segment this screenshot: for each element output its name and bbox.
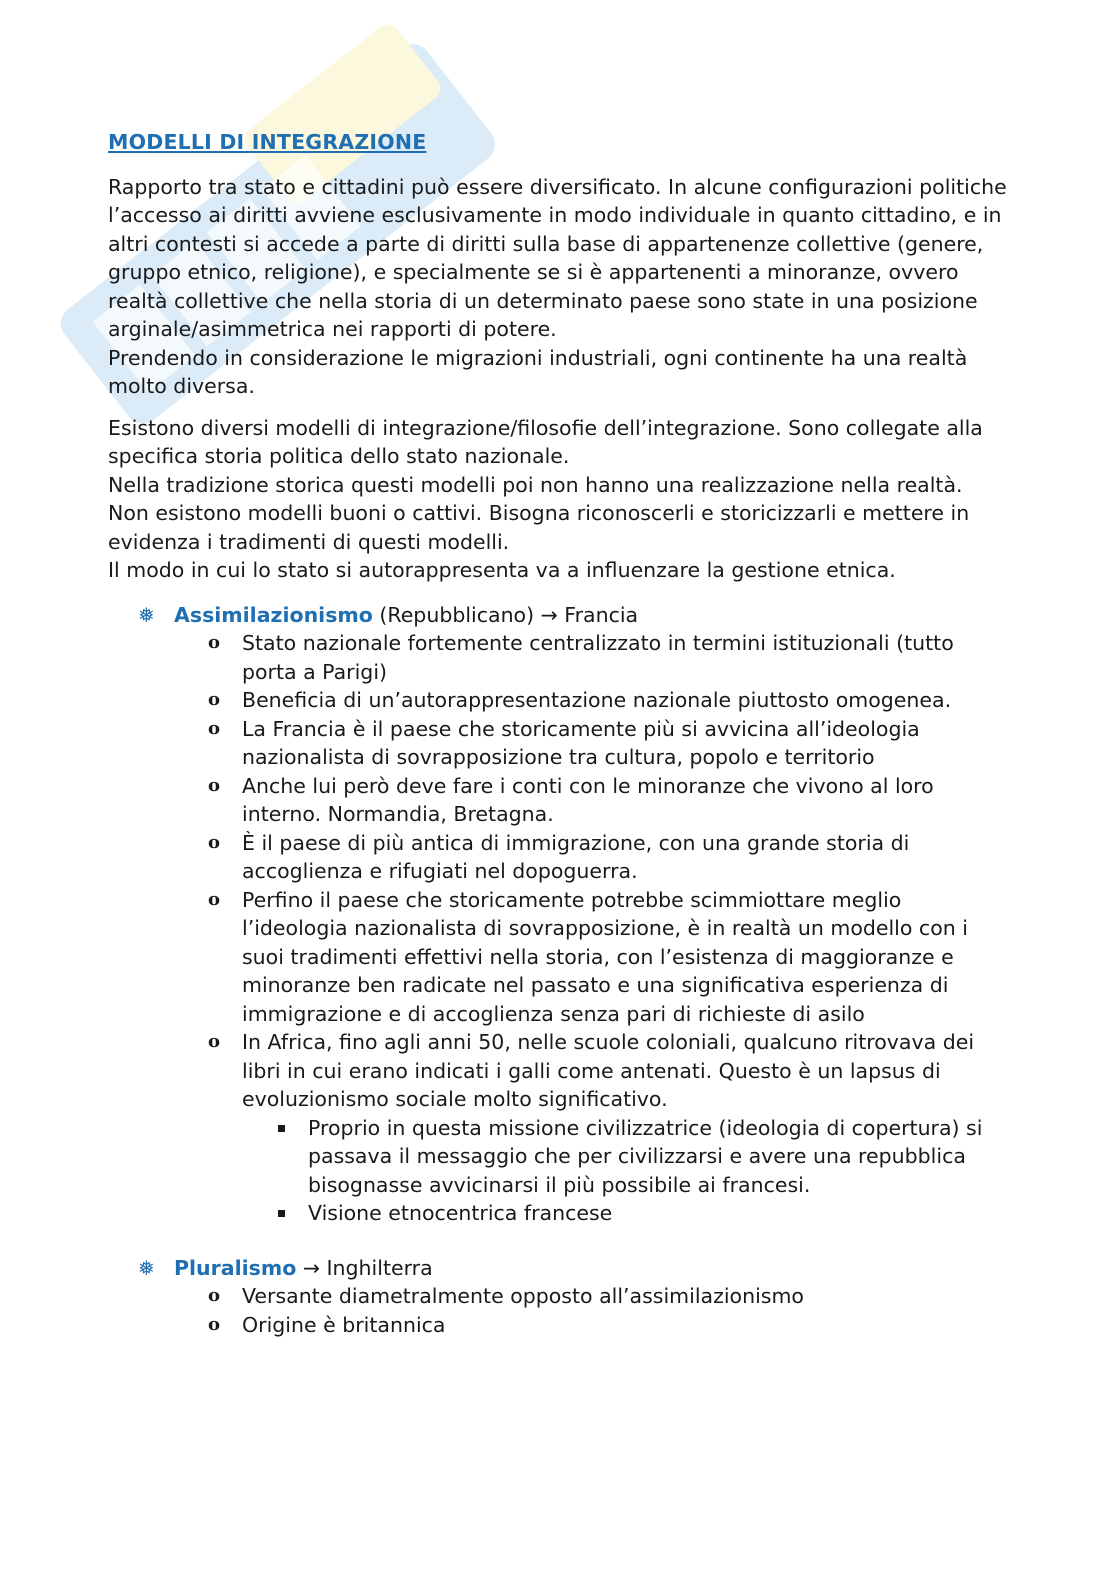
section-title: Assimilazionismo (174, 602, 373, 627)
section-assimilazionismo (108, 601, 1008, 1228)
section-heading (108, 1254, 1008, 1283)
section-pluralismo (108, 1254, 1008, 1340)
o-bullet-icon: o (208, 831, 221, 853)
o-bullet-icon: o (208, 1031, 221, 1052)
sub-list-item (308, 1114, 1008, 1200)
paragraph: Prendendo in considerazione le migrazioni industriali, ogni continente ha una realtà molto diversa. (108, 345, 968, 398)
list-item (208, 629, 1008, 686)
list-item-text: Perfino il paese che storicamente potrebbe scimmiottare meglio l’ideologia nazionalista di sovrapposizione, è in realtà un modello con i suoi tradimenti effettivi nella storia, con l’esistenza di maggioranze e minoranze ben radicate nel passato e una significativa esperienza di immigrazione e di accoglienza senza pari di richieste di asilo (242, 887, 968, 1026)
item-list (108, 1282, 1008, 1339)
o-bullet-icon: o (208, 717, 221, 739)
intro-block (108, 173, 1008, 401)
square-bullet-icon (278, 1210, 285, 1217)
list-item-text: Beneficia di un’autorappresentazione nazionale piuttosto omogenea. (242, 688, 952, 712)
snowflake-bullet-icon: ❅ (138, 1255, 155, 1280)
list-item-text: Anche lui però deve fare i conti con le minoranze che vivono al loro interno. Normandia, Bretagna. (242, 773, 934, 826)
list-item (208, 1282, 1008, 1311)
page-title: MODELLI DI INTEGRAZIONE (108, 130, 427, 154)
paragraph: Il modo in cui lo stato si autorappresenta va a influenzare la gestione etnica. (108, 558, 896, 582)
models-block (108, 414, 1008, 585)
section-heading (108, 601, 1008, 630)
sub-item-list (242, 1114, 1008, 1228)
sub-list-item-text: Proprio in questa missione civilizzatrice (ideologia di copertura) si passava il messaggio che per civilizzarsi e avere una repubblica bisognasse avvicinarsi il più possibile ai francesi. (308, 1115, 983, 1197)
list-item (208, 772, 1008, 829)
o-bullet-icon: o (208, 1285, 221, 1306)
document-page (108, 128, 1008, 1339)
sub-list-item (308, 1199, 1008, 1228)
list-item-text: Versante diametralmente opposto all’assimilazionismo (242, 1284, 804, 1308)
sub-list-item-text: Visione etnocentrica francese (308, 1201, 613, 1225)
item-list (108, 629, 1008, 1228)
snowflake-bullet-icon: ❅ (138, 602, 155, 627)
o-bullet-icon: o (208, 1313, 221, 1335)
paragraph: Non esistono modelli buoni o cattivi. Bisogna riconoscerli e storicizzarli e mettere in evidenza i tradimenti di questi modelli. (108, 501, 970, 554)
list-item-text: In Africa, fino agli anni 50, nelle scuole coloniali, qualcuno ritrovava dei libri in cui erano indicati i galli come antenati. Questo è un lapsus di evoluzionismo sociale molto significativo. (242, 1030, 975, 1111)
list-item (208, 829, 1008, 886)
section-suffix: → Inghilterra (296, 1255, 433, 1280)
square-bullet-icon (278, 1125, 285, 1132)
list-item-text: La Francia è il paese che storicamente più si avvicina all’ideologia nazionalista di sovrapposizione tra cultura, popolo e territorio (242, 716, 920, 769)
list-item (208, 686, 1008, 715)
o-bullet-icon: o (208, 632, 221, 653)
list-item-text: Origine è britannica (242, 1312, 446, 1337)
list-item-text: Stato nazionale fortemente centralizzato in termini istituzionali (tutto porta a Parigi) (242, 631, 954, 684)
list-item (208, 1028, 1008, 1228)
list-item (208, 1311, 1008, 1340)
list-item (208, 886, 1008, 1029)
list-item-text: È il paese di più antica di immigrazione, con una grande storia di accoglienza e rifugiati nel dopoguerra. (242, 830, 910, 883)
paragraph: Esistono diversi modelli di integrazione/filosofie dell’integrazione. Sono collegate alla specifica storia politica dello stato nazionale. (108, 415, 983, 468)
paragraph: Nella tradizione storica questi modelli poi non hanno una realizzazione nella realtà. (108, 472, 963, 497)
list-item (208, 715, 1008, 772)
o-bullet-icon: o (208, 888, 221, 910)
o-bullet-icon: o (208, 689, 221, 710)
o-bullet-icon: o (208, 774, 221, 796)
paragraph: Rapporto tra stato e cittadini può essere diversificato. In alcune configurazioni politiche l’accesso ai diritti avviene esclusivamente in modo individuale in quanto cittadino, e in altri contesti si accede a parte di diritti sulla base di appartenenze collettive (genere, gruppo etnico, religione), e specialmente se si è appartenenti a minoranze, ovvero realtà collettive che nella storia di un determinato paese sono state in una posizione arginale/asimmetrica nei rapporti di potere. (108, 174, 1007, 341)
section-title: Pluralismo (174, 1255, 297, 1280)
section-suffix: (Repubblicano) → Francia (372, 602, 639, 627)
